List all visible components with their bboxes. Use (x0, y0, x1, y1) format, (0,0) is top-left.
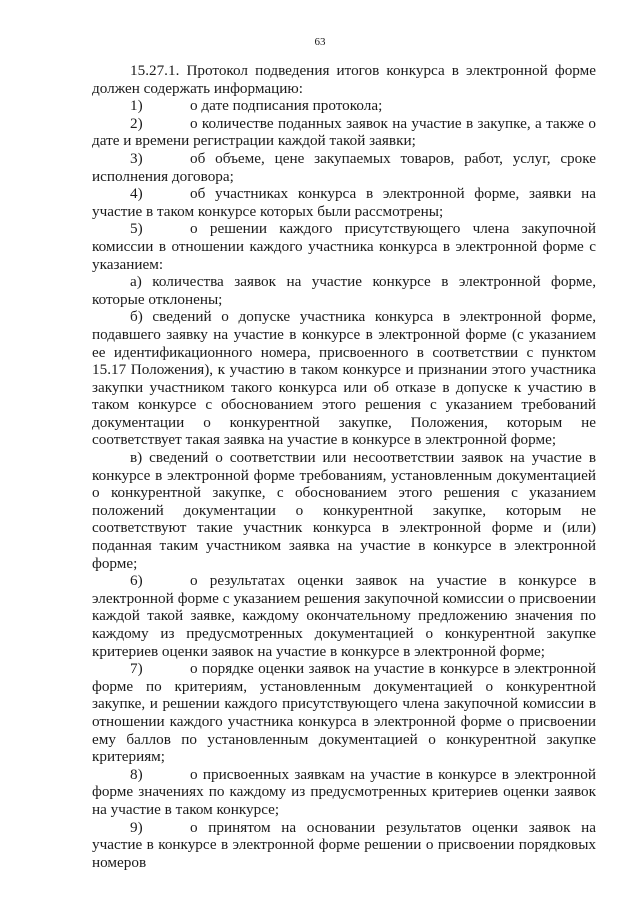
item-number: 3) (130, 149, 143, 167)
item-text: о решении каждого присутствующего члена закупочной комиссии в отношении каждого участника конкурса в электронной форме с указанием: (92, 220, 596, 273)
item-number: 6) (130, 572, 143, 590)
item-text: о присвоенных заявкам на участие в конкурсе в электронной форме значениях по каждому из предусмотренных критериев оценки заявок на участие в таком конкурсе; (92, 765, 596, 818)
clause-paragraph: 15.27.1. Протокол подведения итогов конкурса в электронной форме должен содержать информацию: (92, 62, 596, 97)
item-number: 5) (130, 220, 143, 238)
item-number: 2) (130, 114, 143, 132)
list-item (92, 660, 596, 766)
item-text: о принятом на основании результатов оценки заявок на участие в конкурсе в электронной форме решении о присвоении порядковых номеров (92, 818, 596, 871)
item-text: о порядке оценки заявок на участие в конкурсе в электронной форме по критериям, установленным документацией о конкурентной закупке, и решении каждого присутствующего члена закупочной комиссии в отношении каждого участника конкурса в электронной форме о присвоении ему баллов по установленным документацией о конкурентной закупке критериям; (92, 660, 596, 766)
subitem-paragraph: б) сведений о допуске участника конкурса в электронной форме, подавшего заявку на участие в конкурсе в электронной форме (с указанием ее идентификационного номера, присвоенного в соответствии с пунктом 15.17 Положения), к участию в таком конкурсе и признании этого участника закупки участником такого конкурса или об отказе в допуске к участию в таком конкурсе с обоснованием этого решения с указанием требований документации о конкурентной закупке, Положения, которым не соответствует такая заявка на участие в конкурсе в электронной форме; (92, 308, 596, 449)
list-item (92, 819, 596, 872)
list-item (92, 150, 596, 185)
document-body (92, 62, 596, 871)
list-item (92, 97, 596, 115)
list-item (92, 572, 596, 660)
item-number: 7) (130, 660, 143, 678)
item-text: о дате подписания протокола; (190, 97, 383, 115)
item-text: об объеме, цене закупаемых товаров, работ, услуг, сроке исполнения договора; (92, 149, 596, 185)
page-number: 63 (314, 36, 326, 48)
subitem-paragraph: в) сведений о соответствии или несоответствии заявок на участие в конкурсе в электронной форме требованиям, установленным документацией о конкурентной закупке, с обоснованием этого решения с указанием положений документации о конкурентной закупке, которым не соответствуют такие участник конкурса в электронной форме и (или) поданная таким участником заявка на участие в конкурсе в электронной форме; (92, 449, 596, 572)
item-number: 1) (130, 97, 143, 115)
item-number: 9) (130, 818, 143, 836)
item-number: 4) (130, 185, 143, 203)
list-item (92, 185, 596, 220)
item-text: о результатах оценки заявок на участие в конкурсе в электронной форме с указанием решения закупочной комиссии о присвоении каждой такой заявке, каждому окончательному предложению значения по каждому из предусмотренных документацией о конкурентной закупке критериев оценки заявок на участие в конкурсе в электронной форме; (92, 572, 596, 660)
item-number: 8) (130, 765, 143, 783)
item-text: об участниках конкурса в электронной форме, заявки на участие в таком конкурсе которых были рассмотрены; (92, 185, 596, 220)
list-item (92, 115, 596, 150)
item-text: о количестве поданных заявок на участие в закупке, а также о дате и времени регистрации каждой такой заявки; (92, 114, 596, 150)
subitem-paragraph: а) количества заявок на участие конкурсе в электронной форме, которые отклонены; (92, 273, 596, 308)
list-item (92, 220, 596, 273)
list-item (92, 766, 596, 819)
